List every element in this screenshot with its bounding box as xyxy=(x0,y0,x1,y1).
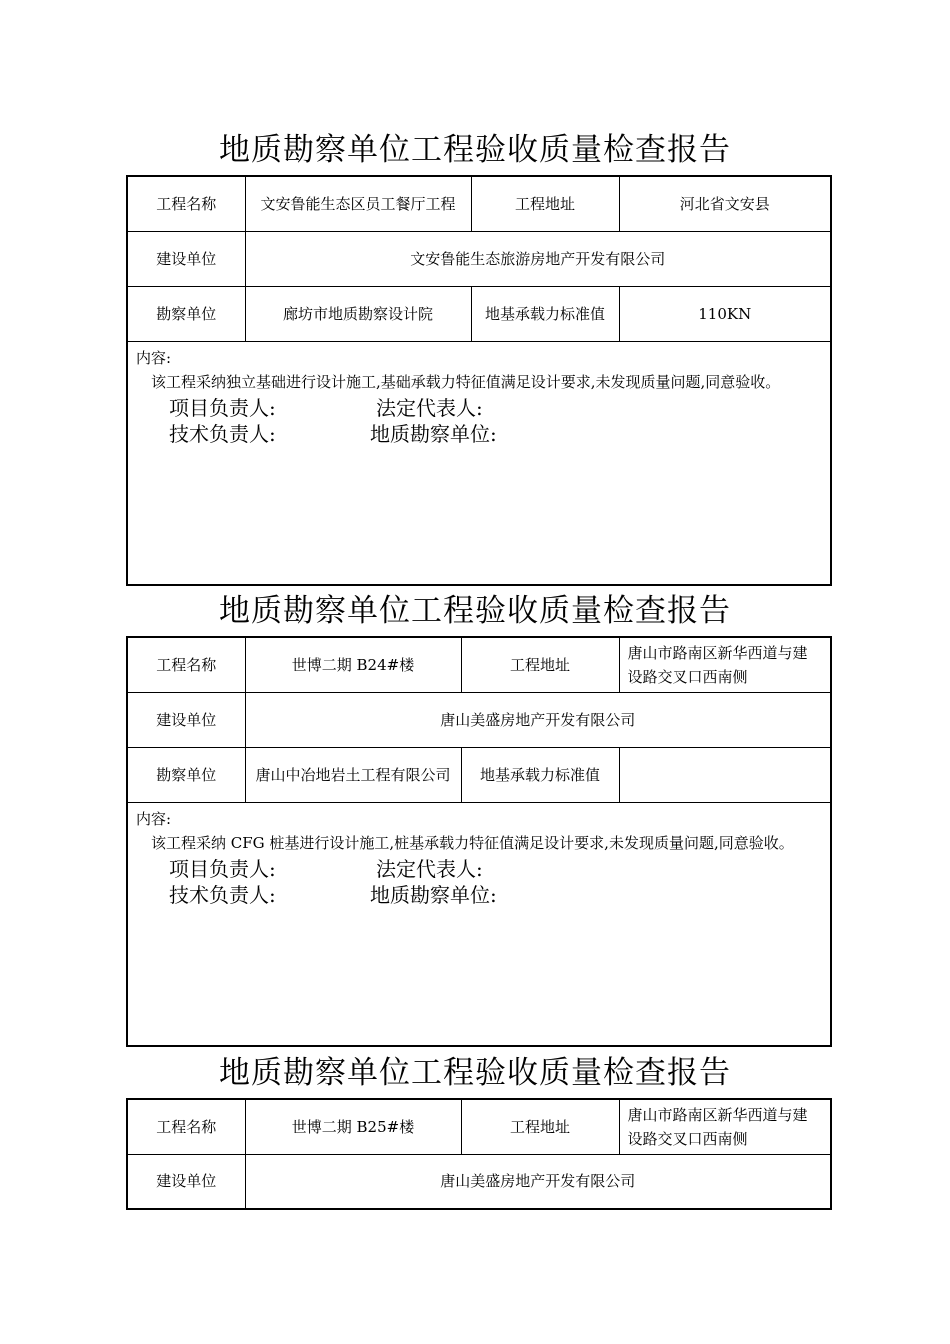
builder-value: 唐山美盛房地产开发有限公司 xyxy=(245,1154,831,1209)
table-row xyxy=(127,747,831,802)
project-address-label: 工程地址 xyxy=(461,637,619,692)
survey-unit-sign-label: 地质勘察单位: xyxy=(370,882,497,907)
project-name-value: 世博二期 B25#楼 xyxy=(245,1099,461,1154)
content-label: 内容: xyxy=(136,348,172,367)
survey-unit-sign-label: 地质勘察单位: xyxy=(370,421,497,446)
project-name-label: 工程名称 xyxy=(127,176,245,231)
report-table xyxy=(126,1098,832,1210)
bearing-capacity-label: 地基承载力标准值 xyxy=(461,747,619,802)
builder-value: 文安鲁能生态旅游房地产开发有限公司 xyxy=(245,231,831,286)
legal-rep-label: 法定代表人: xyxy=(376,856,483,881)
builder-label: 建设单位 xyxy=(127,231,245,286)
report-table xyxy=(126,636,832,1047)
signature-line-2 xyxy=(136,882,822,908)
signature-line-1 xyxy=(136,395,822,421)
project-lead-label: 项目负责人: xyxy=(169,395,276,420)
bearing-capacity-label: 地基承载力标准值 xyxy=(471,286,619,341)
report-title: 地质勘察单位工程验收质量检查报告 xyxy=(219,132,731,168)
content-cell xyxy=(127,341,831,585)
table-row xyxy=(127,802,831,1046)
project-address-value: 唐山市路南区新华西道与建设路交叉口西南侧 xyxy=(619,1099,831,1154)
signature-line-1 xyxy=(136,856,822,882)
project-address-value: 河北省文安县 xyxy=(619,176,831,231)
table-row xyxy=(127,176,831,231)
report-title: 地质勘察单位工程验收质量检查报告 xyxy=(219,593,731,629)
project-lead-label: 项目负责人: xyxy=(169,856,276,881)
survey-unit-value: 廊坊市地质勘察设计院 xyxy=(245,286,471,341)
project-name-label: 工程名称 xyxy=(127,1099,245,1154)
table-row xyxy=(127,1154,831,1209)
bearing-capacity-value: 110KN xyxy=(619,286,831,341)
content-label: 内容: xyxy=(136,809,172,828)
project-address-label: 工程地址 xyxy=(461,1099,619,1154)
builder-label: 建设单位 xyxy=(127,692,245,747)
content-cell xyxy=(127,802,831,1046)
report-table xyxy=(126,175,832,586)
table-row xyxy=(127,692,831,747)
content-text: 该工程采纳独立基础进行设计施工,基础承载力特征值满足设计要求,未发现质量问题,同意验收。 xyxy=(151,372,781,391)
tech-lead-label: 技术负责人: xyxy=(169,882,276,907)
bearing-capacity-value xyxy=(619,747,831,802)
table-row xyxy=(127,637,831,692)
project-address-value: 唐山市路南区新华西道与建设路交叉口西南侧 xyxy=(619,637,831,692)
builder-label: 建设单位 xyxy=(127,1154,245,1209)
signature-line-2 xyxy=(136,421,822,447)
project-name-label: 工程名称 xyxy=(127,637,245,692)
project-address-label: 工程地址 xyxy=(471,176,619,231)
survey-unit-value: 唐山中冶地岩土工程有限公司 xyxy=(245,747,461,802)
table-row xyxy=(127,341,831,585)
project-name-value: 世博二期 B24#楼 xyxy=(245,637,461,692)
survey-unit-label: 勘察单位 xyxy=(127,747,245,802)
content-text: 该工程采纳 CFG 桩基进行设计施工,桩基承载力特征值满足设计要求,未发现质量问题,同意验收。 xyxy=(151,833,794,852)
legal-rep-label: 法定代表人: xyxy=(376,395,483,420)
tech-lead-label: 技术负责人: xyxy=(169,421,276,446)
report-title: 地质勘察单位工程验收质量检查报告 xyxy=(219,1055,731,1091)
table-row xyxy=(127,1099,831,1154)
table-row xyxy=(127,231,831,286)
project-name-value: 文安鲁能生态区员工餐厅工程 xyxy=(245,176,471,231)
builder-value: 唐山美盛房地产开发有限公司 xyxy=(245,692,831,747)
table-row xyxy=(127,286,831,341)
survey-unit-label: 勘察单位 xyxy=(127,286,245,341)
